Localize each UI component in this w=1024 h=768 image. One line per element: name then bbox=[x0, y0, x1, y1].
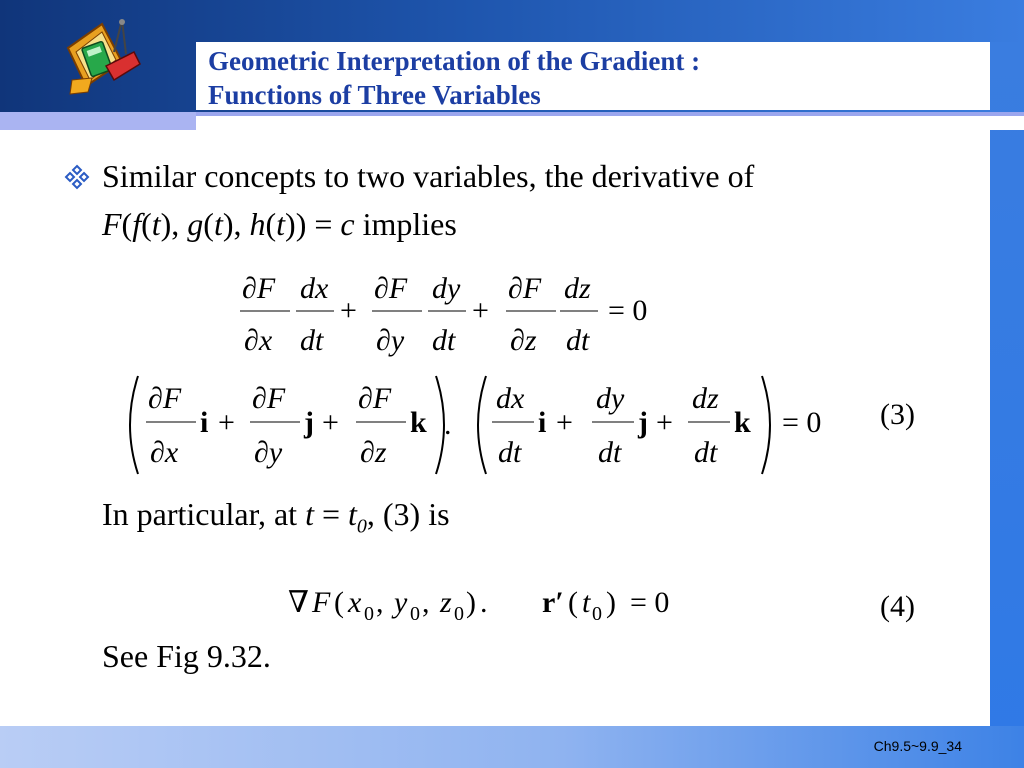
svg-text:∂z: ∂z bbox=[360, 436, 387, 469]
svg-text:i: i bbox=[538, 406, 547, 439]
svg-text:.: . bbox=[444, 408, 452, 441]
svg-text:dy: dy bbox=[432, 272, 461, 305]
svg-text:k: k bbox=[410, 406, 427, 439]
title-line-2: Functions of Three Variables bbox=[208, 80, 541, 110]
svg-text:(: ( bbox=[568, 586, 578, 619]
svg-text:dx: dx bbox=[300, 272, 329, 305]
svg-text:∂x: ∂x bbox=[244, 324, 273, 357]
header-divider-line bbox=[196, 112, 1024, 116]
slide-number: Ch9.5~9.9_34 bbox=[873, 738, 962, 754]
svg-text:+: + bbox=[656, 406, 673, 439]
svg-text:): ) bbox=[466, 586, 476, 619]
equation-3-number: (3) bbox=[880, 398, 915, 431]
svg-text:r′: r′ bbox=[542, 586, 564, 619]
svg-text:∂y: ∂y bbox=[376, 324, 405, 357]
bullet-text-line-2: F(f(t), g(t), h(t)) = c implies bbox=[102, 206, 457, 242]
var-F: F bbox=[102, 206, 122, 242]
svg-text:= 0: = 0 bbox=[608, 294, 648, 327]
svg-text:0: 0 bbox=[592, 603, 602, 625]
svg-text:∂F: ∂F bbox=[242, 272, 276, 305]
svg-text:+: + bbox=[322, 406, 339, 439]
slide-title bbox=[208, 44, 968, 112]
svg-text:dz: dz bbox=[564, 272, 591, 305]
see-figure-text: See Fig 9.32. bbox=[102, 638, 271, 674]
svg-text:∂F: ∂F bbox=[508, 272, 542, 305]
svg-text:z: z bbox=[440, 586, 452, 619]
diamond-bullet-icon bbox=[64, 164, 90, 190]
svg-text:,: , bbox=[376, 586, 384, 619]
equation-4 bbox=[286, 576, 706, 636]
svg-text:F: F bbox=[312, 586, 331, 619]
svg-text:dt: dt bbox=[598, 436, 622, 469]
svg-text:dx: dx bbox=[496, 382, 525, 415]
svg-text:i: i bbox=[200, 406, 209, 439]
svg-text:∂y: ∂y bbox=[254, 436, 283, 469]
svg-text:t: t bbox=[582, 586, 591, 619]
var-t: t bbox=[213, 206, 223, 242]
svg-text:+: + bbox=[218, 406, 235, 439]
var-g: g bbox=[187, 206, 204, 242]
svg-text:0: 0 bbox=[364, 603, 374, 625]
var-t: t bbox=[151, 206, 161, 242]
svg-text:∂F: ∂F bbox=[252, 382, 286, 415]
drafting-tools-logo-icon bbox=[62, 18, 146, 98]
var-f: f bbox=[132, 206, 142, 242]
equation-chain-rule bbox=[232, 262, 672, 362]
var-c: c bbox=[340, 206, 355, 242]
svg-text:+: + bbox=[340, 294, 357, 327]
title-line-1: Geometric Interpretation of the Gradient : bbox=[208, 46, 701, 76]
svg-text:∂F: ∂F bbox=[148, 382, 182, 415]
svg-text:.: . bbox=[480, 586, 488, 619]
svg-text:= 0: = 0 bbox=[782, 406, 822, 439]
svg-text:∂z: ∂z bbox=[510, 324, 537, 357]
svg-text:dt: dt bbox=[498, 436, 522, 469]
svg-text:+: + bbox=[472, 294, 489, 327]
right-accent-bar bbox=[990, 42, 1024, 768]
svg-text:dt: dt bbox=[300, 324, 324, 357]
var-h: h bbox=[249, 206, 266, 242]
var-t: t bbox=[276, 206, 286, 242]
svg-text:dt: dt bbox=[694, 436, 718, 469]
in-particular-text: In particular, at $t = t_0$, (3) is bbox=[102, 496, 450, 538]
bullet-text-line-1: Similar concepts to two variables, the derivative of bbox=[102, 158, 755, 194]
svg-text:dz: dz bbox=[692, 382, 719, 415]
svg-text:j: j bbox=[304, 406, 314, 439]
svg-text:dy: dy bbox=[596, 382, 625, 415]
svg-text:dt: dt bbox=[432, 324, 456, 357]
footer-bar bbox=[0, 726, 1024, 768]
svg-text:∇: ∇ bbox=[288, 586, 309, 619]
equation-3 bbox=[118, 370, 848, 480]
svg-text:= 0: = 0 bbox=[630, 586, 670, 619]
equation-4-number: (4) bbox=[880, 590, 915, 623]
svg-text:0: 0 bbox=[454, 603, 464, 625]
svg-text:0: 0 bbox=[410, 603, 420, 625]
svg-text:,: , bbox=[422, 586, 430, 619]
svg-text:j: j bbox=[638, 406, 648, 439]
svg-text:+: + bbox=[556, 406, 573, 439]
svg-text:): ) bbox=[606, 586, 616, 619]
svg-text:∂x: ∂x bbox=[150, 436, 179, 469]
svg-text:k: k bbox=[734, 406, 751, 439]
svg-text:dt: dt bbox=[566, 324, 590, 357]
svg-text:(: ( bbox=[334, 586, 344, 619]
svg-text:x: x bbox=[348, 586, 362, 619]
svg-text:∂F: ∂F bbox=[374, 272, 408, 305]
svg-text:∂F: ∂F bbox=[358, 382, 392, 415]
svg-text:y: y bbox=[394, 586, 408, 619]
